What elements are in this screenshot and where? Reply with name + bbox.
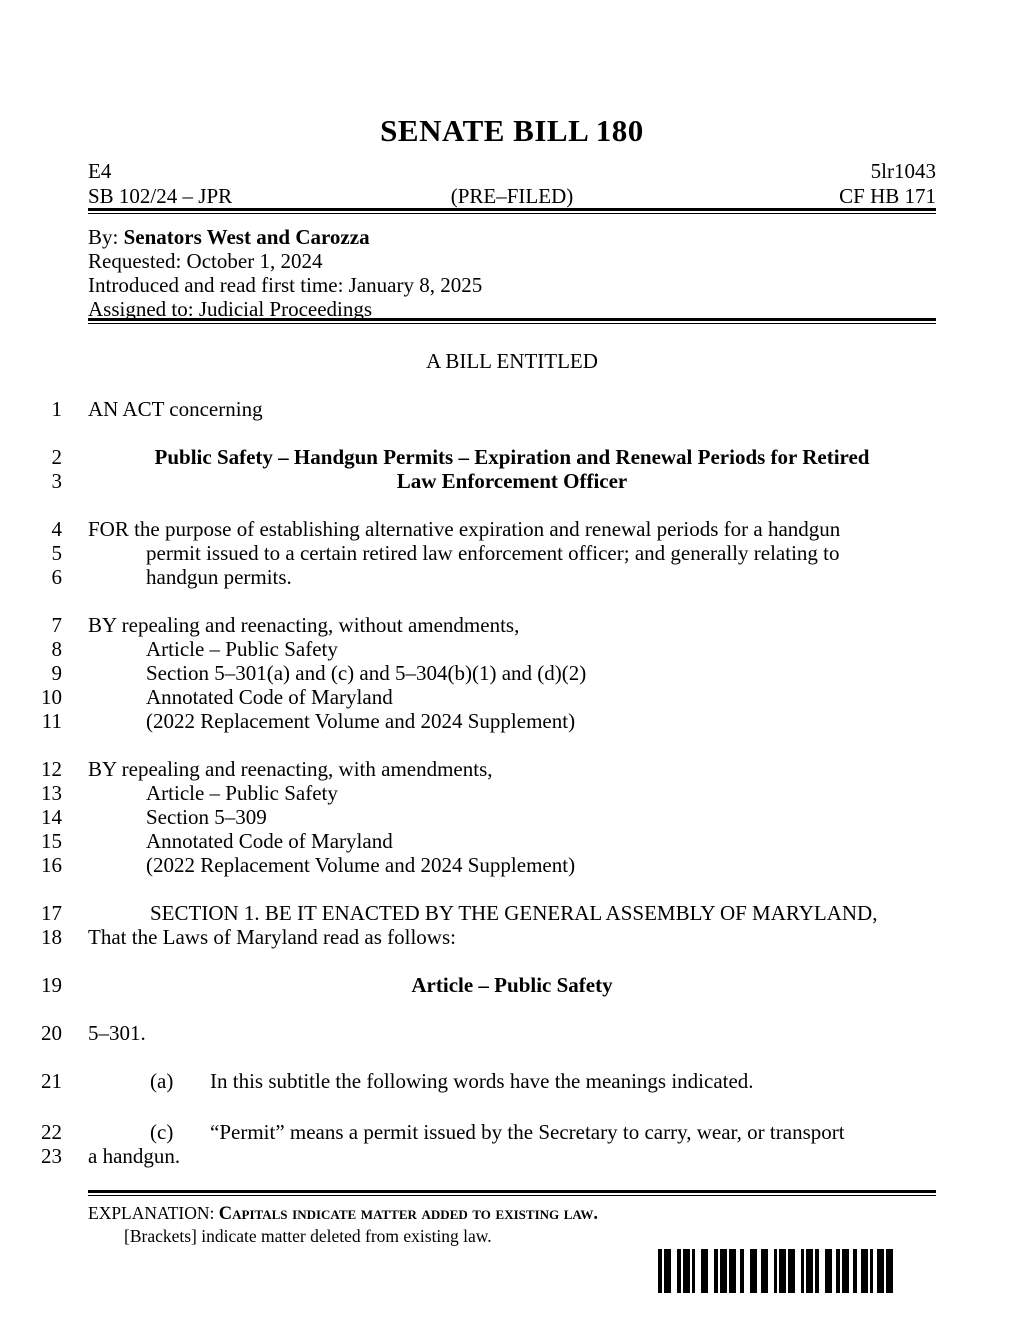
header-code-right: 5lr1043 [870,159,936,183]
line-number: 18 [41,925,62,949]
line-number: 2 [51,445,62,469]
sponsor-introduced-line: Introduced and read first time: January 8, 2025 [88,273,483,297]
line-number: 6 [51,565,62,589]
explanation-note [88,1203,598,1225]
body-line-text: FOR the purpose of establishing alternative expiration and renewal periods for a handgun [88,517,841,541]
section-number-heading: 5–301. [88,1021,146,1045]
line-number: 12 [41,757,62,781]
header-code-left: E4 [88,159,112,183]
article-heading: Article – Public Safety [411,973,613,997]
sponsor-names: Senators West and Carozza [123,225,370,249]
body-line-text: AN ACT concerning [88,397,263,421]
enacting-clause-line-1: SECTION 1. BE IT ENACTED BY THE GENERAL ASSEMBLY OF MARYLAND, [150,901,878,925]
explanation-capitals-note: Capitals indicate matter added to existing law. [218,1204,598,1224]
sponsor-by-label: By: [88,225,124,249]
bill-barcode [658,1249,893,1293]
line-number: 4 [51,517,62,541]
line-number: 17 [41,901,62,925]
line-number: 7 [51,613,62,637]
line-number: 5 [51,541,62,565]
line-number: 10 [41,685,62,709]
header-cross-file: CF HB 171 [839,184,936,208]
sponsor-assigned-line: Assigned to: Judicial Proceedings [88,297,373,321]
header-divider-rule [88,208,936,214]
line-number: 11 [41,709,62,733]
body-line-text: handgun permits. [146,565,292,589]
barcode-bar [889,1249,893,1293]
body-line-text: Annotated Code of Maryland [146,685,393,709]
body-line-text: Annotated Code of Maryland [146,829,393,853]
line-number: 14 [41,805,62,829]
body-line-text: (2022 Replacement Volume and 2024 Supplement) [146,709,576,733]
bill-entitled-heading: A BILL ENTITLED [426,349,598,373]
body-line-text: BY repealing and reenacting, without amendments, [88,613,520,637]
body-line-text: BY repealing and reenacting, with amendments, [88,757,493,781]
sponsor-requested-line: Requested: October 1, 2024 [88,249,323,273]
line-number: 20 [41,1021,62,1045]
subsection-marker: (a) [150,1069,174,1093]
subsection-marker: (c) [150,1120,174,1144]
subsection-continuation-text: a handgun. [88,1144,181,1168]
line-number: 21 [41,1069,62,1093]
line-number: 13 [41,781,62,805]
line-number: 8 [51,637,62,661]
line-number: 16 [41,853,62,877]
sponsor-by-line [88,226,370,250]
body-line-text: Section 5–301(a) and (c) and 5–304(b)(1) and (d)(2) [146,661,587,685]
body-line-text: permit issued to a certain retired law enforcement officer; and generally relating to [146,541,840,565]
bill-subject-title-line-2: Law Enforcement Officer [396,469,628,493]
sponsor-divider-rule [88,318,936,324]
body-line-text: Article – Public Safety [146,781,338,805]
body-line-text: Section 5–309 [146,805,267,829]
footer-divider-rule [88,1190,936,1196]
page-title: SENATE BILL 180 [380,113,644,148]
line-number: 1 [51,397,62,421]
line-number: 23 [41,1144,62,1168]
brackets-note: [Brackets] indicate matter deleted from existing law. [124,1226,492,1246]
body-line-text: (2022 Replacement Volume and 2024 Supplement) [146,853,576,877]
explanation-label: EXPLANATION: [88,1203,219,1223]
line-number: 22 [41,1120,62,1144]
header-prefiled-tag: (PRE–FILED) [450,184,574,208]
header-row-bottom [88,183,936,209]
line-number: 3 [51,469,62,493]
header-bill-ref: SB 102/24 – JPR [88,184,233,208]
subsection-text: “Permit” means a permit issued by the Secretary to carry, wear, or transport [210,1120,845,1144]
line-number: 9 [51,661,62,685]
header-row-top [88,158,936,184]
bill-subject-title-line-1: Public Safety – Handgun Permits – Expiration and Renewal Periods for Retired [154,445,870,469]
line-number: 19 [41,973,62,997]
enacting-clause-line-2: That the Laws of Maryland read as follows: [88,925,456,949]
subsection-text: In this subtitle the following words have the meanings indicated. [210,1069,754,1093]
body-line-text: Article – Public Safety [146,637,338,661]
line-number: 15 [41,829,62,853]
